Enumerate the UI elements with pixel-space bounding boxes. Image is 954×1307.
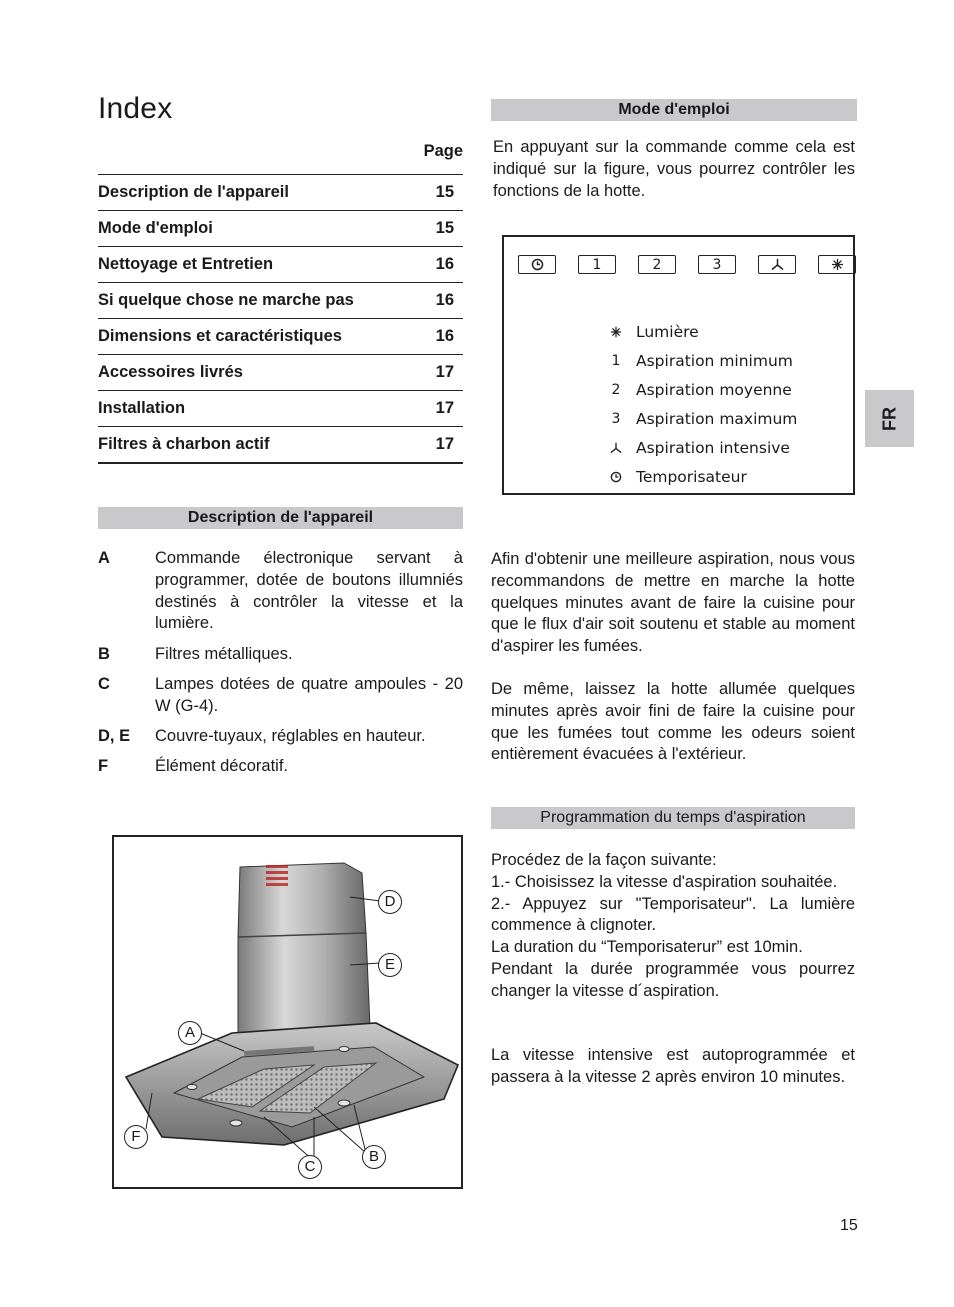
legend-item <box>596 462 797 491</box>
index-entry-page: 16 <box>435 291 454 309</box>
programmation-heading: Programmation du temps d'aspiration <box>491 807 855 829</box>
speed-1-key[interactable]: 1 <box>578 255 616 274</box>
description-item <box>98 644 463 666</box>
index-row[interactable] <box>98 211 463 247</box>
legend-symbol: 2 <box>611 381 621 398</box>
index-entry-page: 16 <box>435 327 454 345</box>
legend-symbol: 3 <box>611 410 621 427</box>
description-text: Couvre-tuyaux, réglables en hauteur. <box>155 727 426 746</box>
index-row[interactable] <box>98 355 463 391</box>
index-row[interactable] <box>98 427 463 464</box>
legend-text: Aspiration moyenne <box>636 380 792 399</box>
legend-item <box>596 404 797 433</box>
index-row[interactable] <box>98 283 463 319</box>
callout-b: B <box>362 1145 386 1169</box>
intensive-key[interactable] <box>758 255 796 274</box>
programmation-line: Procédez de la façon suivante: <box>491 851 717 869</box>
advice-paragraph-2 <box>491 679 855 766</box>
index-entry-page: 16 <box>435 255 454 273</box>
legend-item <box>596 433 797 462</box>
callout-f: F <box>124 1125 148 1149</box>
mode-emploi-heading: Mode d'emploi <box>491 99 857 121</box>
description-text: Lampes dotées de quatre ampoules - 20 W (G-4). <box>155 674 463 715</box>
legend-text: Aspiration maximum <box>636 409 798 428</box>
light-key[interactable] <box>818 255 856 274</box>
speed-2-key[interactable]: 2 <box>638 255 676 274</box>
index-entry-label: Accessoires livrés <box>98 363 243 381</box>
index-entry-page: 17 <box>435 363 454 381</box>
timer-icon <box>531 258 544 271</box>
description-item <box>98 726 463 748</box>
light-icon <box>831 258 844 271</box>
index-entry-page: 15 <box>435 183 454 201</box>
description-text: Filtres métalliques. <box>155 644 293 663</box>
description-item <box>98 756 463 778</box>
legend-text: Temporisateur <box>636 467 747 486</box>
control-keys <box>518 255 856 274</box>
programmation-line: 1.- Choisissez la vitesse d'aspiration souhaitée. <box>491 872 838 891</box>
mode-emploi-intro <box>493 137 855 202</box>
control-legend <box>596 317 797 491</box>
index-entry-label: Mode d'emploi <box>98 219 213 237</box>
legend-item <box>596 346 797 375</box>
hood-drawing <box>114 837 461 1187</box>
callout-a: A <box>178 1021 202 1045</box>
index-table <box>98 138 463 464</box>
programmation-line: Pendant la durée programmée vous pourrez changer la vitesse d´aspiration. <box>491 959 855 1000</box>
index-entry-label: Installation <box>98 399 186 417</box>
programmation-closing <box>491 1045 855 1089</box>
callout-c: C <box>298 1155 322 1179</box>
index-row[interactable] <box>98 319 463 355</box>
legend-text: Lumière <box>636 322 699 341</box>
language-label: FR <box>879 406 899 431</box>
index-row[interactable] <box>98 175 463 211</box>
timer-key[interactable] <box>518 255 556 274</box>
index-entry-page: 17 <box>435 399 454 417</box>
index-entry-label: Nettoyage et Entretien <box>98 255 274 273</box>
timer-icon <box>610 471 622 483</box>
legend-text: Aspiration intensive <box>636 438 790 457</box>
index-entry-label: Si quelque chose ne marche pas <box>98 291 354 309</box>
index-entry-label: Description de l'appareil <box>98 183 289 201</box>
index-entry-label: Filtres à charbon actif <box>98 435 270 453</box>
programmation-closing-text: La vitesse intensive est autoprogrammée et passera à la vitesse 2 après environ 10 minutes. <box>491 1046 855 1086</box>
programmation-line: La duration du “Temporisaterur” est 10min. <box>491 938 803 957</box>
description-item <box>98 674 463 718</box>
description-item <box>98 548 463 635</box>
description-key: A <box>98 549 110 567</box>
description-text: Commande électronique servant à programmer, dotée de boutons illumniés destinés à contrôler la vitesse et la lumière. <box>155 549 463 633</box>
legend-item <box>596 375 797 404</box>
light-icon <box>610 326 622 338</box>
description-heading: Description de l'appareil <box>98 507 463 529</box>
advice-paragraph-1 <box>491 549 855 658</box>
description-key: B <box>98 644 110 663</box>
description-key: C <box>98 674 110 693</box>
callout-d: D <box>378 890 402 914</box>
legend-item <box>596 317 797 346</box>
mode-emploi-intro-text: En appuyant sur la commande comme cela est indiqué sur la figure, vous pourrez contrôler les fonctions de la hotte. <box>493 138 855 200</box>
index-entry-label: Dimensions et caractéristiques <box>98 327 342 345</box>
programmation-steps <box>491 850 855 1003</box>
control-panel-diagram <box>502 235 855 495</box>
fan-icon <box>770 258 785 271</box>
legend-text: Aspiration minimum <box>636 351 793 370</box>
index-title: Index <box>98 92 173 125</box>
index-row[interactable] <box>98 391 463 427</box>
description-key: D, E <box>98 727 131 746</box>
language-tab <box>865 390 914 447</box>
speed-3-key[interactable]: 3 <box>698 255 736 274</box>
programmation-line: 2.- Appuyez sur "Temporisateur". La lumière commence à clignoter. <box>491 894 855 935</box>
description-list <box>98 548 463 787</box>
hood-illustration <box>112 835 463 1189</box>
fan-icon <box>609 442 623 454</box>
legend-symbol: 1 <box>611 352 621 369</box>
advice-text-2: De même, laissez la hotte allumée quelques minutes après avoir fini de faire la cuisine pour que les fumées tout comme les odeurs soient entièrement évacuées à l'extérieur. <box>491 680 855 764</box>
callout-e: E <box>378 953 402 977</box>
index-row[interactable] <box>98 247 463 283</box>
index-page-header: Page <box>98 138 463 175</box>
index-entry-page: 15 <box>435 219 454 237</box>
description-key: F <box>98 757 109 776</box>
description-text: Élément décoratif. <box>155 757 288 776</box>
advice-text-1: Afin d'obtenir une meilleure aspiration, nous vous recommandons de mettre en marche la hotte quelques minutes avant de faire la cuisine pour que le flux d'air soit soutenu et stable au moment d'aspirer les fumées. <box>491 550 855 656</box>
page-number: 15 <box>840 1217 858 1234</box>
index-entry-page: 17 <box>435 435 454 453</box>
